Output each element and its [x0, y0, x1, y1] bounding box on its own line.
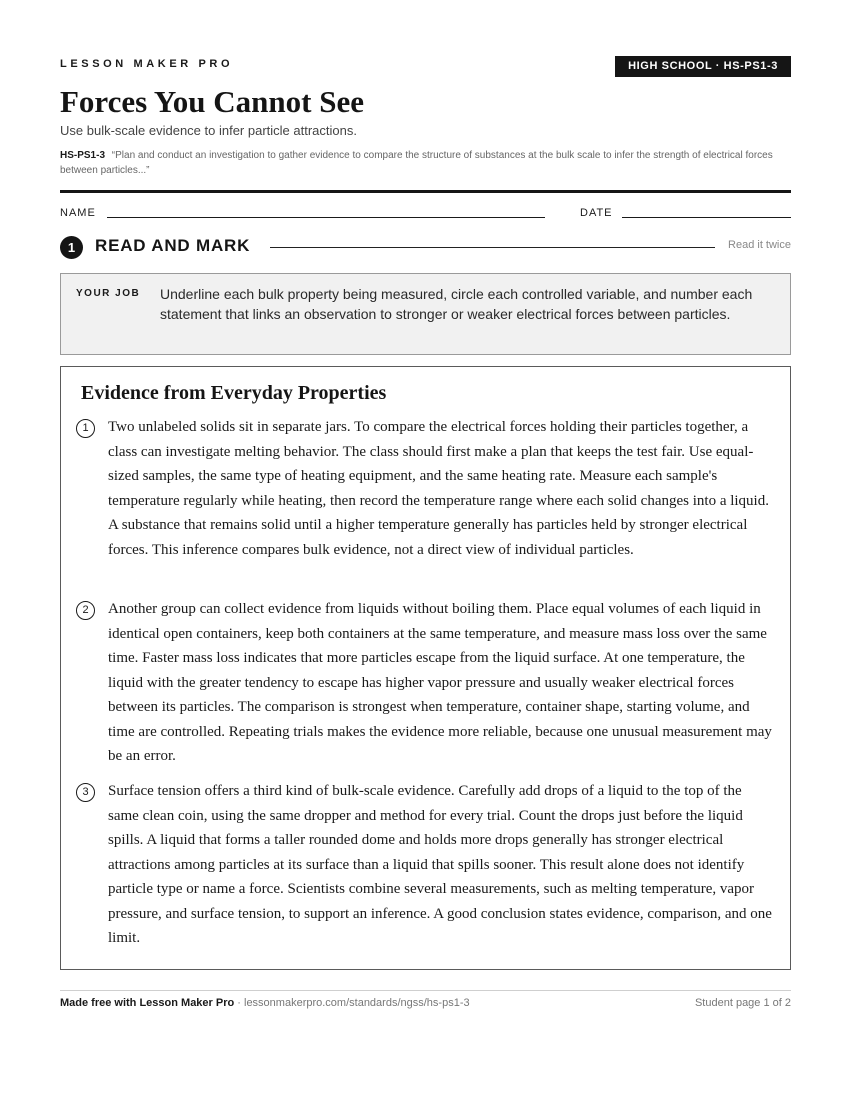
header-bar — [60, 56, 791, 78]
evidence-passage — [60, 366, 791, 970]
job-instructions-box — [60, 273, 791, 355]
section-title: READ AND MARK — [95, 236, 251, 255]
footer-url[interactable]: · lessonmakerpro.com/standards/ngss/hs-ps1-3 — [234, 997, 470, 1009]
section-heading — [60, 235, 791, 259]
section-number-badge: 1 — [60, 236, 83, 259]
standard-statement — [60, 148, 791, 178]
footer-divider — [60, 990, 791, 991]
page-title: Forces You Cannot See — [60, 84, 364, 119]
name-field[interactable] — [107, 217, 545, 218]
footer-made-with: Made free with Lesson Maker Pro — [60, 997, 235, 1009]
page-subtitle: Use bulk-scale evidence to infer particle attractions. — [60, 123, 357, 138]
footer — [60, 997, 791, 1009]
standard-code: HS-PS1-3 — [60, 150, 106, 161]
paragraph-number-1: 1 — [76, 419, 95, 438]
paragraph-2: Another group can collect evidence from liquids without boiling them. Place equal volumes of each liquid in identical open containers, keep both containers at the same temperature, and measure mass loss over the same time. Faster mass loss indicates that more particles escape from the liquid surface. At one temperature, the liquid with the greater tendency to escape has higher vapor pressure and usually weaker electrical forces between its particles. The comparison is strongest when temperature, container shape, starting volume, and time are controlled. Repeating trials makes the evidence more reliable, because one unusual measurement may be an error. — [108, 601, 772, 764]
level-tag: HIGH SCHOOL · HS-PS1-3 — [615, 56, 791, 77]
paragraph-1: Two unlabeled solids sit in separate jars. To compare the electrical forces holding their particles together, a class can investigate melting behavior. The class should first make a plan that keeps the test fair. Use equal-sized samples, the same type of heating equipment, and the same heating rate. Measure each sample's temperature regularly while heating, then record the temperature range where each solid changes into a liquid. A substance that remains solid until a higher temperature generally has particles held by stronger electrical forces. This inference compares bulk evidence, not a direct view of individual particles. — [108, 419, 769, 558]
section-rule — [270, 247, 715, 248]
paragraph-number-2: 2 — [76, 601, 95, 620]
job-text: Underline each bulk property being measured, circle each controlled variable, and number each statement that links an observation to stronger or weaker electrical forces between particles. — [160, 286, 753, 322]
footer-page-number: Student page 1 of 2 — [694, 997, 791, 1009]
worksheet-page — [60, 0, 791, 1100]
paragraph-3: Surface tension offers a third kind of bulk-scale evidence. Carefully add drops of a liquid to the top of the same clean coin, using the same dropper and method for every trial. Count the drops just before the liquid spills. A liquid that forms a taller rounded dome and holds more drops generally has stronger electrical attractions among particles at its surface than a liquid that spills sooner. This result alone does not identify particle type or name a force. Scientists combine several measurements, such as melting temperature, vapor pressure, and surface tension, to support an inference. A good conclusion states evidence, comparison, and one limit. — [108, 783, 772, 946]
job-label: YOUR JOB — [76, 288, 141, 299]
evidence-title: Evidence from Everyday Properties — [81, 382, 387, 404]
standard-quote: “Plan and conduct an investigation to gather evidence to compare the structure of substances at the bulk scale to infer the strength of electrical forces between particles...” — [60, 150, 773, 176]
brand-name: LESSON MAKER PRO — [60, 58, 234, 70]
section-hint: Read it twice — [728, 239, 791, 251]
header-divider — [60, 190, 791, 193]
name-date-row — [60, 205, 791, 223]
date-field[interactable] — [622, 217, 791, 218]
paragraph-number-3: 3 — [76, 783, 95, 802]
date-label: DATE — [580, 207, 613, 219]
name-label: NAME — [60, 207, 96, 219]
